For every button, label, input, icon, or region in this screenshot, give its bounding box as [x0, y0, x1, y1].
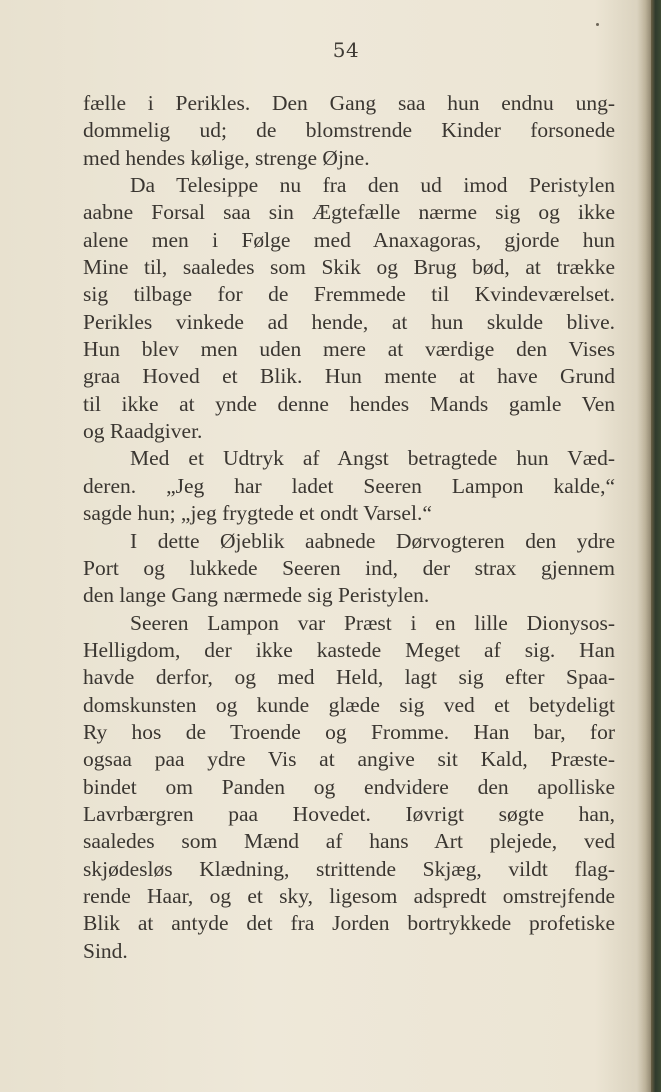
text-line: rende Haar, og et sky, ligesom adspredt omstrejfende [83, 883, 615, 908]
text-line: ogsaa paa ydre Vis at angive sit Kald, Præste- [83, 747, 615, 772]
text-line: graa Hoved et Blik. Hun mente at have Grund [83, 364, 615, 389]
text-line: sagde hun; „jeg frygtede et ondt Varsel.“ [83, 501, 432, 526]
text-line: sig tilbage for de Fremmede til Kvindeværelset. [83, 282, 615, 307]
text-line: alene men i Følge med Anaxagoras, gjorde hun [83, 227, 615, 252]
text-line: dommelig ud; de blomstrende Kinder forsonede [83, 118, 615, 143]
text-line: til ikke at ynde denne hendes Mands gamle Ven [83, 391, 615, 416]
text-line: deren. „Jeg har ladet Seeren Lampon kalde,“ [83, 473, 615, 498]
text-line: skjødesløs Klædning, strittende Skjæg, vildt flag- [83, 856, 615, 881]
text-line: Lavrbærgren paa Hovedet. Iøvrigt søgte han, [83, 801, 615, 826]
text-line: havde derfor, og med Held, lagt sig efter Spaa- [83, 665, 615, 690]
text-line: fælle i Perikles. Den Gang saa hun endnu ung- [83, 91, 615, 115]
text-line: den lange Gang nærmede sig Peristylen. [83, 583, 430, 608]
text-line: Perikles vinkede ad hende, at hun skulde blive. [83, 309, 615, 334]
text-line: domskunsten og kunde glæde sig ved et betydeligt [83, 692, 615, 717]
text-line: Ry hos de Troende og Fromme. Han bar, for [83, 719, 615, 744]
page-number: 54 [332, 38, 360, 62]
text-line: Helligdom, der ikke kastede Meget af sig. Han [83, 637, 615, 662]
text-line: Hun blev men uden mere at værdige den Vises [83, 337, 615, 362]
text-line: saaledes som Mænd af hans Art plejede, ved [83, 829, 615, 854]
book-spine [651, 0, 661, 1092]
text-line: I dette Øjeblik aabnede Dørvogteren den ydre [130, 528, 615, 553]
text-line: Med et Udtryk af Angst betragtede hun Væd- [130, 446, 615, 471]
page-edge-shadow [637, 0, 651, 1092]
text-line: og Raadgiver. [83, 419, 203, 444]
text-line: Da Telesippe nu fra den ud imod Peristylen [130, 173, 615, 198]
text-line: aabne Forsal saa sin Ægtefælle nærme sig og ikke [83, 200, 615, 225]
paper-speck [596, 23, 599, 26]
text-line: med hendes kølige, strenge Øjne. [83, 145, 370, 170]
text-line: Mine til, saaledes som Skik og Brug bød, at trække [83, 255, 615, 280]
body-text [83, 90, 615, 965]
text-line: Seeren Lampon var Præst i en lille Dionysos- [130, 610, 615, 635]
text-line: Blik at antyde det fra Jorden bortrykkede profetiske [83, 911, 615, 936]
text-line: Sind. [83, 938, 128, 963]
text-line: Port og lukkede Seeren ind, der strax gjennem [83, 555, 615, 580]
text-line: bindet om Panden og endvidere den apolliske [83, 774, 615, 799]
